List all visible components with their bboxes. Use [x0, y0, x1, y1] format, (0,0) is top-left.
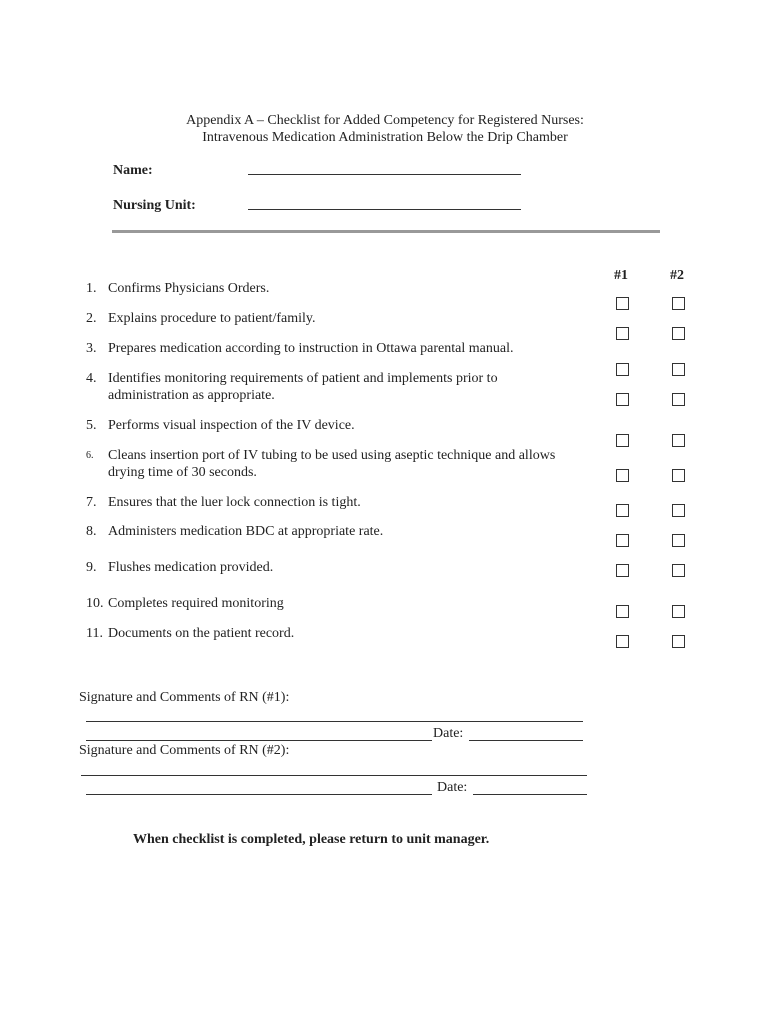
rn2-signature-line[interactable]	[86, 794, 432, 795]
item-text: Explains procedure to patient/family.	[108, 311, 316, 326]
checkbox-item4-rn1[interactable]	[616, 393, 629, 406]
nursing-unit-field[interactable]	[248, 209, 521, 210]
checkbox-item10-rn2[interactable]	[672, 605, 685, 618]
rn2-date-field[interactable]	[473, 794, 587, 795]
item-text: Performs visual inspection of the IV device.	[108, 418, 355, 433]
item-number: 1.	[86, 281, 97, 296]
item-number: 6.	[86, 450, 94, 461]
item-text: Administers medication BDC at appropriate rate.	[108, 524, 384, 539]
checkbox-item1-rn2[interactable]	[672, 297, 685, 310]
checkbox-item5-rn2[interactable]	[672, 434, 685, 447]
rn1-date-label: Date:	[433, 726, 464, 741]
item-number: 11.	[86, 626, 103, 641]
nursing-unit-label: Nursing Unit:	[113, 198, 196, 213]
name-label: Name:	[113, 163, 153, 178]
item-number: 10.	[86, 596, 104, 611]
return-instruction: When checklist is completed, please return to unit manager.	[133, 832, 490, 847]
item-number: 3.	[86, 341, 97, 356]
item-number: 8.	[86, 524, 97, 539]
item-number: 5.	[86, 418, 97, 433]
item-number: 9.	[86, 560, 97, 575]
column-header-1: #1	[614, 268, 628, 283]
checkbox-item6-rn1[interactable]	[616, 469, 629, 482]
checkbox-item2-rn1[interactable]	[616, 327, 629, 340]
rn1-comments-line[interactable]	[86, 721, 583, 722]
name-field[interactable]	[248, 174, 521, 175]
item-text: Ensures that the luer lock connection is tight.	[108, 495, 361, 510]
item-text: Completes required monitoring	[108, 596, 284, 611]
item-text: Flushes medication provided.	[108, 560, 274, 575]
checkbox-item8-rn2[interactable]	[672, 534, 685, 547]
divider-rule	[112, 230, 660, 233]
item-text: Confirms Physicians Orders.	[108, 281, 270, 296]
rn1-date-field[interactable]	[469, 740, 583, 741]
checkbox-item7-rn1[interactable]	[616, 504, 629, 517]
item-number: 2.	[86, 311, 97, 326]
checkbox-item10-rn1[interactable]	[616, 605, 629, 618]
rn1-signature-label: Signature and Comments of RN (#1):	[79, 690, 290, 705]
checkbox-item7-rn2[interactable]	[672, 504, 685, 517]
rn2-date-label: Date:	[437, 780, 468, 795]
checkbox-item9-rn1[interactable]	[616, 564, 629, 577]
item-text: Identifies monitoring requirements of patient and implements prior to administration as appropriate.	[108, 371, 498, 403]
checkbox-item1-rn1[interactable]	[616, 297, 629, 310]
document-title-line2: Intravenous Medication Administration Below the Drip Chamber	[202, 130, 568, 145]
rn2-signature-label: Signature and Comments of RN (#2):	[79, 743, 290, 758]
checkbox-item3-rn1[interactable]	[616, 363, 629, 376]
item-text: Prepares medication according to instruction in Ottawa parental manual.	[108, 341, 514, 356]
checkbox-item6-rn2[interactable]	[672, 469, 685, 482]
item-text: Cleans insertion port of IV tubing to be used using aseptic technique and allows drying time of 30 seconds.	[108, 448, 556, 480]
checkbox-item4-rn2[interactable]	[672, 393, 685, 406]
column-header-2: #2	[670, 268, 684, 283]
checkbox-item11-rn1[interactable]	[616, 635, 629, 648]
checkbox-item9-rn2[interactable]	[672, 564, 685, 577]
checkbox-item3-rn2[interactable]	[672, 363, 685, 376]
item-text: Documents on the patient record.	[108, 626, 295, 641]
document-title-line1: Appendix A – Checklist for Added Competency for Registered Nurses:	[186, 113, 584, 128]
item-number: 7.	[86, 495, 97, 510]
checkbox-item11-rn2[interactable]	[672, 635, 685, 648]
checkbox-item5-rn1[interactable]	[616, 434, 629, 447]
item-number: 4.	[86, 371, 97, 386]
checkbox-item2-rn2[interactable]	[672, 327, 685, 340]
rn1-signature-line[interactable]	[86, 740, 432, 741]
checkbox-item8-rn1[interactable]	[616, 534, 629, 547]
rn2-comments-line[interactable]	[81, 775, 587, 776]
